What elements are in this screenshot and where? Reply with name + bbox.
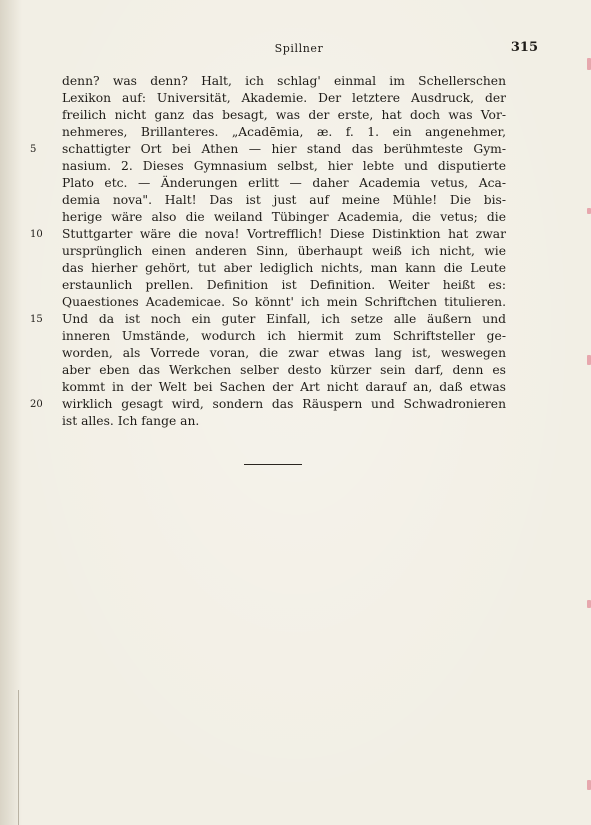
text-line: [62, 260, 506, 277]
text-line: [62, 362, 506, 379]
text-line: [30, 226, 506, 243]
text-line: [30, 141, 506, 158]
line-text: wirklich gesagt wird, sondern das Räuspern und Schwadronieren: [62, 397, 506, 411]
line-text: Lexikon auf: Universität, Akademie. Der letztere Ausdruck, der: [62, 91, 506, 105]
line-text: Stuttgarter wäre die nova! Vortrefflich! Diese Distinktion hat zwar: [62, 227, 506, 241]
closing-rule: [244, 464, 302, 465]
line-text: das hierher gehört, tut aber lediglich nichts, man kann die Leute: [62, 261, 506, 275]
text-line: [62, 90, 506, 107]
line-text: erstaunlich prellen. Definition ist Definition. Weiter heißt es:: [62, 278, 506, 292]
line-text: freilich nicht ganz das besagt, was der erste, hat doch was Vor-: [62, 108, 506, 122]
line-text: worden, als Vorrede voran, die zwar etwas lang ist, weswegen: [62, 346, 506, 360]
page-header: [60, 40, 538, 58]
text-line: [62, 243, 506, 260]
text-line: [30, 311, 506, 328]
line-text: aber eben das Werkchen selber desto kürzer sein darf, denn es: [62, 363, 506, 377]
edge-mark: [587, 208, 591, 214]
line-number: 5: [30, 144, 37, 155]
line-text: Plato etc. — Änderungen erlitt — daher Academia vetus, Aca-: [62, 176, 506, 190]
line-text: nehmeres, Brillanteres. „Acadēmia, æ. f. 1. ein angenehmer,: [62, 125, 506, 139]
body-text: [30, 73, 506, 430]
text-line: [62, 124, 506, 141]
edge-mark: [587, 58, 591, 70]
text-line: [62, 413, 506, 430]
line-number: 15: [30, 314, 43, 325]
text-line: [62, 175, 506, 192]
text-line: [62, 379, 506, 396]
line-text: demia nova". Halt! Das ist just auf meine Mühle! Die bis-: [62, 193, 506, 207]
text-line: [62, 294, 506, 311]
line-text: inneren Umstände, wodurch ich hiermit zum Schriftsteller ge-: [62, 329, 506, 343]
text-line: [62, 345, 506, 362]
edge-mark: [587, 600, 591, 608]
line-text: Und da ist noch ein guter Einfall, ich setze alle äußern und: [62, 312, 506, 326]
page-number: 315: [510, 40, 538, 55]
text-line: [62, 277, 506, 294]
gutter-line: [18, 690, 19, 825]
line-text: nasium. 2. Dieses Gymnasium selbst, hier lebte und disputierte: [62, 159, 506, 173]
line-number: 20: [30, 399, 43, 410]
line-text: schattigter Ort bei Athen — hier stand das berühmteste Gym-: [62, 142, 506, 156]
text-line: [62, 328, 506, 345]
line-text: kommt in der Welt bei Sachen der Art nicht darauf an, daß etwas: [62, 380, 506, 394]
line-number: 10: [30, 229, 43, 240]
text-line: [62, 158, 506, 175]
line-text: Quaestiones Academicae. So könnt' ich mein Schriftchen titulieren.: [62, 295, 506, 309]
running-title: Spillner: [274, 42, 324, 55]
text-line: [62, 209, 506, 226]
line-text: ist alles. Ich fange an.: [62, 414, 200, 428]
text-line: [62, 107, 506, 124]
text-line: [62, 73, 506, 90]
line-text: herige wäre also die weiland Tübinger Academia, die vetus; die: [62, 210, 506, 224]
edge-mark: [587, 355, 591, 365]
line-text: ursprünglich einen anderen Sinn, überhaupt weiß ich nicht, wie: [62, 244, 506, 258]
text-line: [30, 396, 506, 413]
edge-mark: [587, 780, 591, 790]
line-text: denn? was denn? Halt, ich schlag' einmal im Schellerschen: [62, 74, 506, 88]
text-line: [62, 192, 506, 209]
